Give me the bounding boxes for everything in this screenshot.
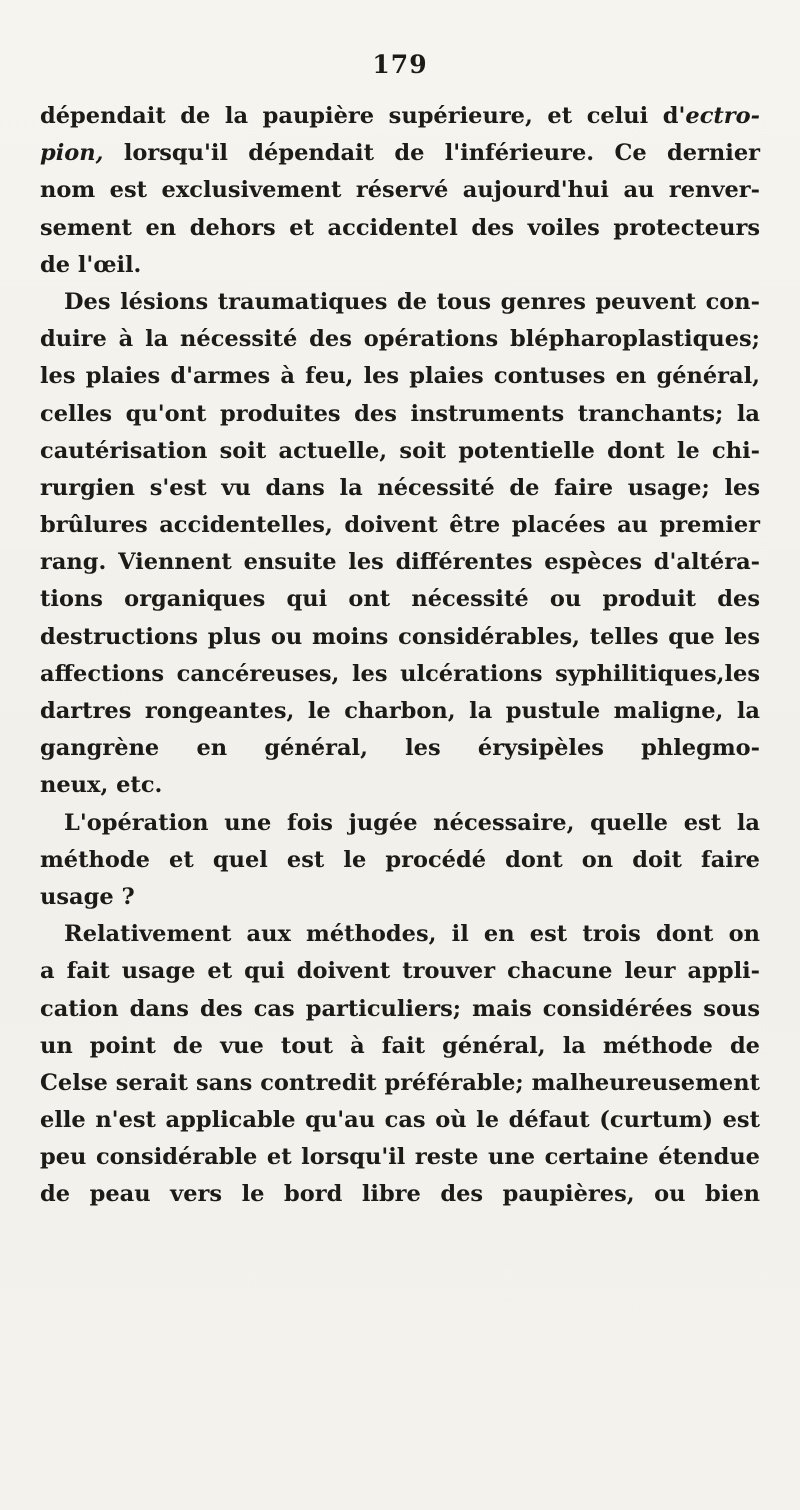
text-line: pion, lorsqu'il dépendait de l'inférieure. Ce dernier xyxy=(40,140,760,167)
text-line: dépendait de la paupière supérieure, et celui d'ectro- xyxy=(40,103,760,129)
text-line: nom est exclusivement réservé aujourd'hui au renver- xyxy=(40,177,760,204)
text-line: usage ? xyxy=(40,883,135,910)
text-line: les plaies d'armes à feu, les plaies contuses en général, xyxy=(40,363,760,390)
text-line: brûlures accidentelles, doivent être placées au premier xyxy=(40,512,760,539)
text-line: peu considérable et lorsqu'il reste une certaine étendue xyxy=(40,1144,760,1171)
text-line: de l'œil. xyxy=(40,251,142,278)
text-line: elle n'est applicable qu'au cas où le défaut (curtum) est xyxy=(40,1107,760,1134)
text-line: gangrène en général, les érysipèles phlegmo- xyxy=(40,735,760,762)
page-number: 179 xyxy=(372,50,428,79)
text-line: Des lésions traumatiques de tous genres peuvent con- xyxy=(64,288,760,315)
text-line: a fait usage et qui doivent trouver chacune leur appli- xyxy=(40,958,760,985)
text-line: méthode et quel est le procédé dont on doit faire xyxy=(40,846,760,873)
text-line: de peau vers le bord libre des paupières, ou bien xyxy=(40,1181,760,1208)
text-line: duire à la nécessité des opérations blépharoplastiques; xyxy=(40,326,760,353)
text-line: cautérisation soit actuelle, soit potentielle dont le chi- xyxy=(40,437,760,464)
body-text xyxy=(40,98,760,1214)
text-line: rurgien s'est vu dans la nécessité de faire usage; les xyxy=(40,474,760,501)
text-line: Celse serait sans contredit préférable; malheureusement xyxy=(40,1069,760,1096)
text-line: cation dans des cas particuliers; mais considérées sous xyxy=(40,995,760,1022)
text-line: dartres rongeantes, le charbon, la pustule maligne, la xyxy=(40,698,760,724)
text-line: destructions plus ou moins considérables, telles que les xyxy=(40,623,760,650)
text-line: affections cancéreuses, les ulcérations syphilitiques,les xyxy=(40,660,760,687)
text-line: rang. Viennent ensuite les différentes espèces d'altéra- xyxy=(40,549,760,576)
text-line: un point de vue tout à fait général, la méthode de xyxy=(40,1032,760,1059)
text-line: L'opération une fois jugée nécessaire, quelle est la xyxy=(64,809,760,836)
text-line: Relativement aux méthodes, il en est trois dont on xyxy=(64,921,760,948)
text-line: sement en dehors et accidentel des voiles protecteurs xyxy=(40,214,760,241)
text-line: neux, etc. xyxy=(40,772,163,799)
text-line: tions organiques qui ont nécessité ou produit des xyxy=(40,586,760,613)
text-line: celles qu'ont produites des instruments tranchants; la xyxy=(40,400,760,427)
